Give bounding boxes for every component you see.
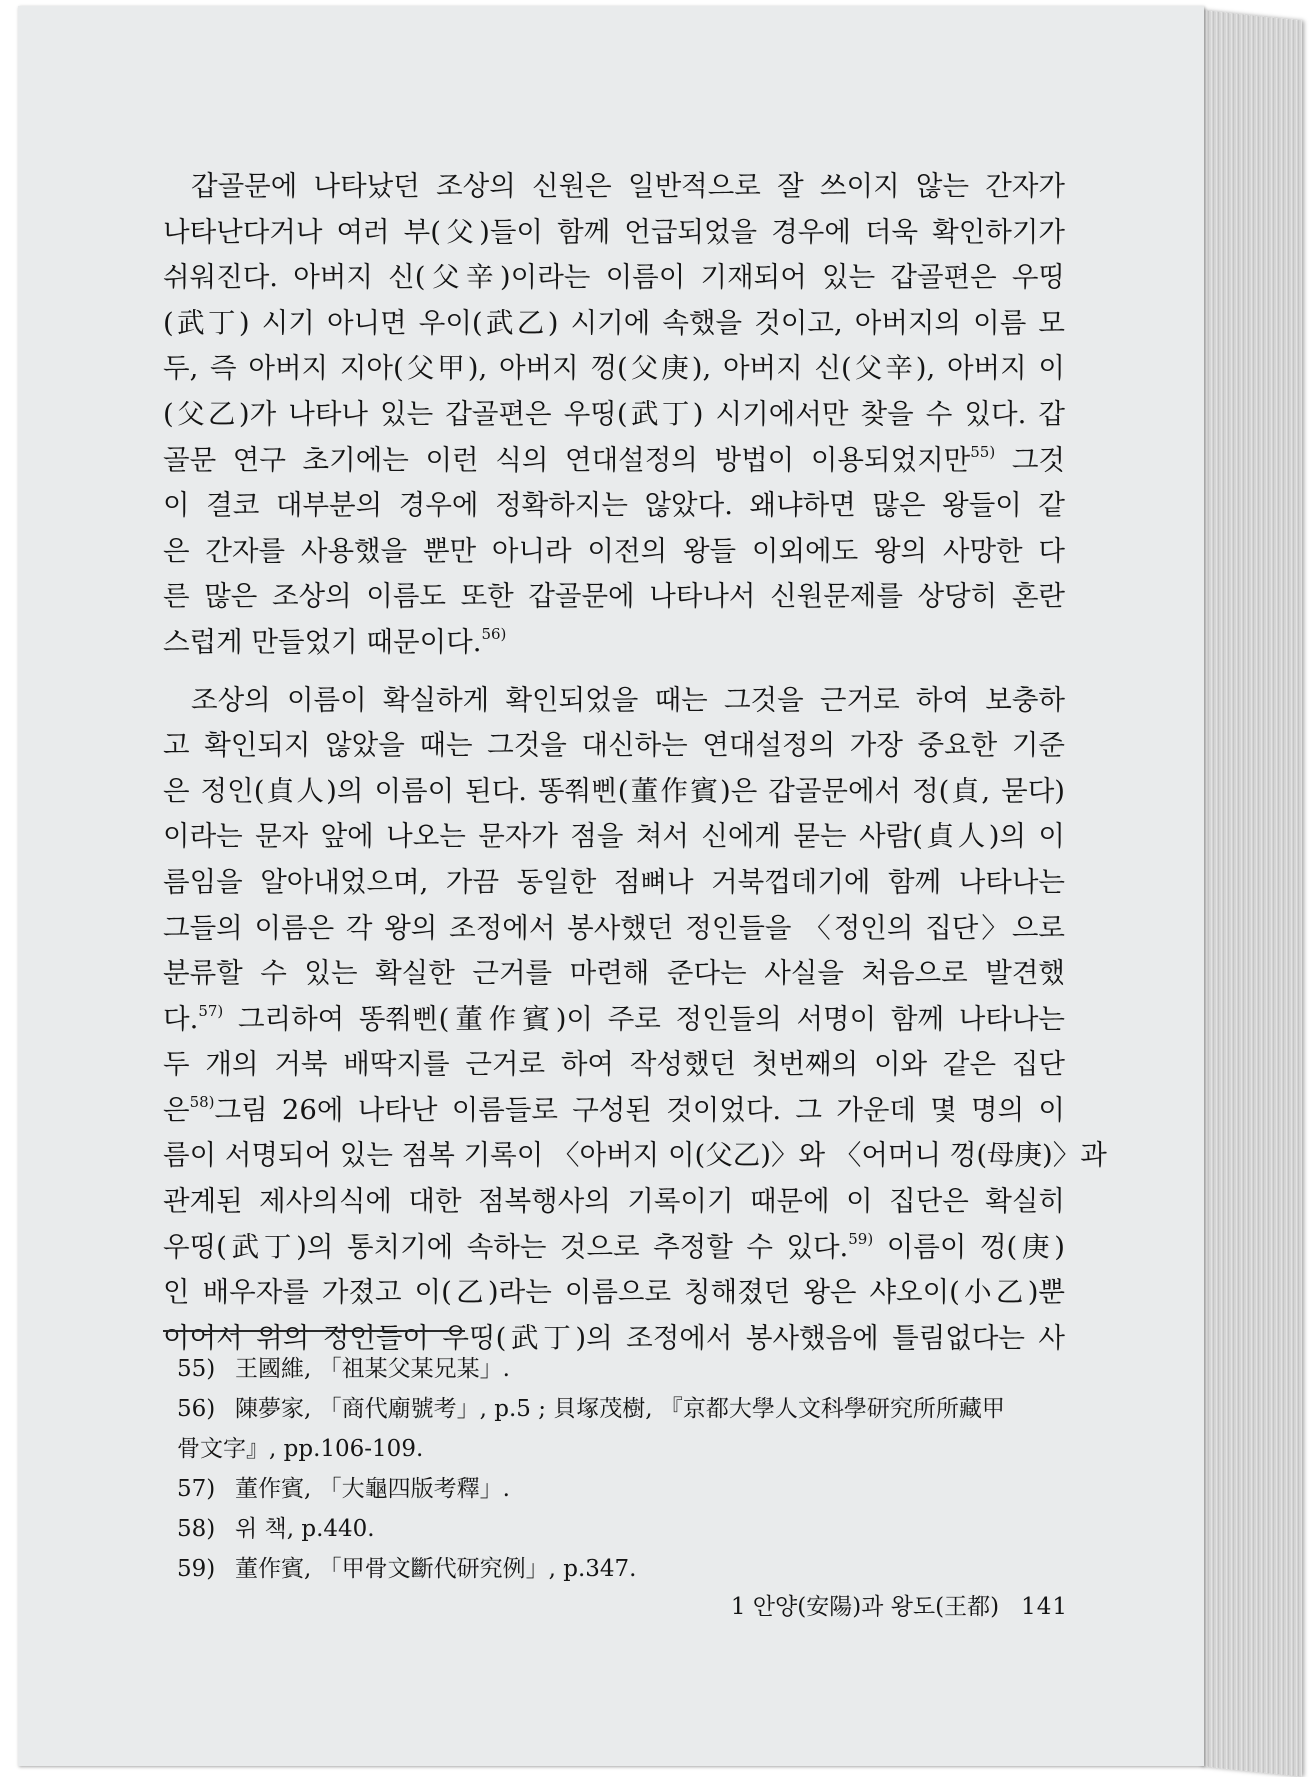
text-segment: 그림 26에 나타난 이름들로 구성된 것이었다. 그 가운데 몇 명의 이	[214, 1093, 1065, 1126]
text-line: 쉬워진다. 아버지 신(父辛)이라는 이름이 기재되어 있는 갑골편은 우띵	[163, 261, 1065, 294]
text-segment: 골문 연구 초기에는 이런 식의 연대설정의 방법이 이용되었지만	[163, 443, 971, 476]
footnote-text: 董作賓, 「甲骨文斷代研究例」, p.347.	[235, 1556, 637, 1582]
footnote	[177, 1389, 1067, 1429]
text-line: (武丁) 시기 아니면 우이(武乙) 시기에 속했을 것이고, 아버지의 이름 모	[163, 306, 1065, 339]
text-segment: 이름이 껑(庚)	[886, 1230, 1065, 1263]
text-segment: 우띵(武丁)의 통치기에 속하는 것으로 추정할 수 있다.	[163, 1230, 849, 1263]
book-page	[18, 6, 1204, 1766]
text-line: 른 많은 조상의 이름도 또한 갑골문에 나타나서 신원문제를 상당히 혼란	[163, 580, 1065, 613]
text-line	[163, 1225, 1065, 1271]
book	[18, 6, 1298, 1768]
footnote	[177, 1509, 1067, 1549]
text-line: 인 배우자를 가졌고 이(乙)라는 이름으로 칭해졌던 왕은 샤오이(小乙)뿐	[163, 1276, 1065, 1309]
running-footer	[678, 1588, 1068, 1621]
footnote-ref: 58)	[189, 1092, 215, 1111]
footnote	[177, 1549, 1067, 1589]
paragraph-gap	[163, 666, 1065, 678]
footnote-ref: 56)	[481, 624, 507, 643]
footnote-ref: 57)	[198, 1001, 224, 1020]
text-line	[163, 438, 1065, 484]
footnote-continuation: 骨文字』, pp.106-109.	[177, 1436, 424, 1462]
text-line	[163, 997, 1065, 1043]
footnote-text: 陳夢家, 「商代廟號考」, p.5 ; 貝塚茂樹, 『京都大學人文科學研究所所藏甲	[235, 1396, 1005, 1422]
text-line: 갑골문에 나타났던 조상의 신원은 일반적으로 잘 쓰이지 않는 간자가	[191, 170, 1065, 202]
footnote	[177, 1469, 1067, 1509]
page-edges	[1200, 10, 1302, 1777]
text-line: 조상의 이름이 확실하게 확인되었을 때는 그것을 근거로 하여 보충하	[191, 683, 1065, 716]
text-line: 은 간자를 사용했을 뿐만 아니라 이전의 왕들 이외에도 왕의 사망한 다	[163, 534, 1065, 567]
text-line: 그들의 이름은 각 왕의 조정에서 봉사했던 정인들을 〈정인의 집단〉으로	[163, 911, 1065, 944]
footnote-ref: 59)	[848, 1229, 874, 1248]
text-segment: 다.	[163, 1002, 199, 1035]
text-line: 은 정인(貞人)의 이름이 된다. 똥쭤삔(董作賓)은 갑골문에서 정(貞, 묻다)	[163, 774, 1065, 807]
footnote-divider	[163, 1330, 465, 1332]
page-number: 141	[1021, 1594, 1068, 1620]
text-line: 고 확인되지 않았을 때는 그것을 대신하는 연대설정의 가장 중요한 기준	[163, 729, 1065, 762]
footnote	[177, 1349, 1067, 1389]
text-line: 이어서 위의 정인들이 우띵(武丁)의 조정에서 봉사했음에 틀림없다는 사	[163, 1321, 1065, 1354]
footnote-text: 董作賓, 「大龜四版考釋」.	[235, 1476, 510, 1502]
footnotes	[177, 1349, 1067, 1589]
text-segment: 그것	[1011, 443, 1065, 476]
text-line: 분류할 수 있는 확실한 근거를 마련해 준다는 사실을 처음으로 발견했	[163, 957, 1065, 990]
footnote-text: 王國維, 「祖某父某兄某」.	[235, 1356, 510, 1382]
text-line: 이라는 문자 앞에 나오는 문자가 점을 쳐서 신에게 묻는 사람(貞人)의 이	[163, 820, 1065, 853]
footnote-number: 56)	[177, 1396, 216, 1422]
body-text	[163, 164, 1107, 1361]
text-line	[163, 1088, 1065, 1134]
footnote-number: 55)	[177, 1356, 216, 1382]
footnote-number: 58)	[177, 1516, 216, 1542]
text-line: (父乙)가 나타나 있는 갑골편은 우띵(武丁) 시기에서만 찾을 수 있다. 갑	[163, 397, 1065, 430]
text-line	[163, 620, 1065, 666]
footnote-text: 위 책, p.440.	[235, 1516, 375, 1542]
text-line: 름이 서명되어 있는 점복 기록이 〈아버지 이(父乙)〉와 〈어머니 껑(母庚)〉과	[163, 1139, 1107, 1172]
text-line: 름임을 알아내었으며, 가끔 동일한 점뼈나 거북껍데기에 함께 나타나는	[163, 865, 1065, 898]
footnote-number: 57)	[177, 1476, 216, 1502]
chapter-title: 1 안양(安陽)과 왕도(王都)	[730, 1594, 1000, 1620]
text-segment: 은	[163, 1093, 190, 1126]
text-segment: 그리하여 똥쭤삔(董作賓)이 주로 정인들의 서명이 함께 나타나는	[237, 1002, 1065, 1035]
text-line: 두 개의 거북 배딱지를 근거로 하여 작성했던 첫번째의 이와 같은 집단	[163, 1048, 1065, 1081]
footnote-ref: 55)	[970, 442, 996, 461]
footnote-number: 59)	[177, 1556, 216, 1582]
text-segment: 스럽게 만들었기 때문이다.	[163, 625, 482, 658]
text-line: 두, 즉 아버지 지아(父甲), 아버지 껑(父庚), 아버지 신(父辛), 아버지 이	[163, 352, 1065, 385]
text-line: 나타난다거나 여러 부(父)들이 함께 언급되었을 경우에 더욱 확인하기가	[163, 215, 1065, 248]
text-line: 관계된 제사의식에 대한 점복행사의 기록이기 때문에 이 집단은 확실히	[163, 1185, 1065, 1218]
text-line: 이 결코 대부분의 경우에 정확하지는 않았다. 왜냐하면 많은 왕들이 같	[163, 489, 1065, 522]
